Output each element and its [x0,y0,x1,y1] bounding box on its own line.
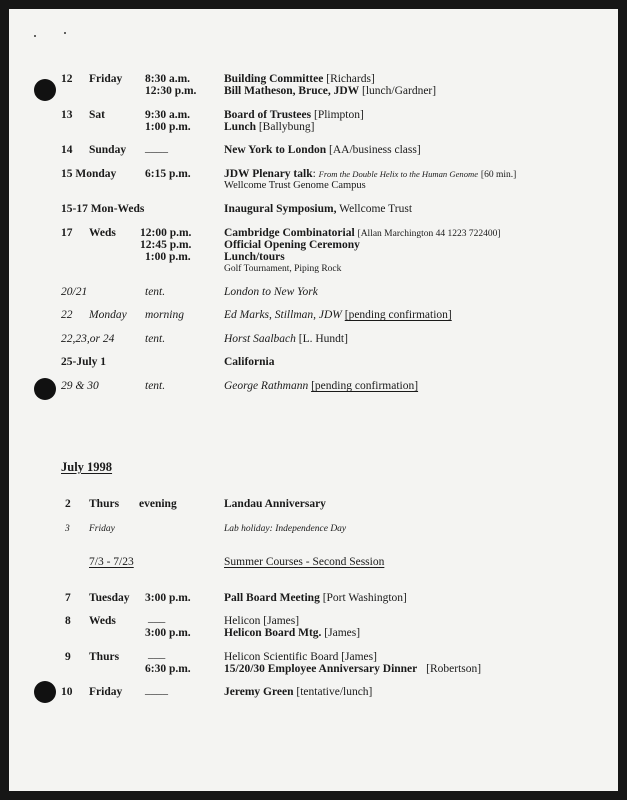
speck [64,32,66,34]
entry-note: [pending confirmation] [344,309,452,321]
entry-time: 3:00 p.m. [145,592,191,604]
entry-day: 14 [61,144,73,156]
entry-note: [tentative/lunch] [296,686,373,698]
entry-note: Wellcome Trust [339,203,413,215]
entry-line [224,651,377,663]
entry-weekday: Sunday [89,144,127,156]
entry-note: [Richards] [326,73,375,85]
entry-title: Helicon Board Mtg. [224,627,322,639]
entry-time-blank: ___ [148,612,166,624]
entry-title: Lunch/tours [224,251,285,263]
entry-title: Jeremy Green [224,686,294,698]
entry-contact: [Allan Marchington 44 1223 722400] [357,229,501,239]
entry-time: tent. [145,286,166,298]
entry-time: tent. [145,380,166,392]
entry-weekday: Friday [89,524,115,534]
entry-line [224,144,421,156]
entry-note: [Ballybung] [258,121,315,133]
entry-line [224,73,375,85]
punch-hole-bottom [34,681,56,703]
entry-time: 3:00 p.m. [145,627,191,639]
entry-line [224,615,299,627]
entry-time: tent. [145,333,166,345]
entry-colon: : [312,168,316,180]
entry-time: morning [145,309,184,321]
entry-weekday: Friday [89,686,123,698]
entry-day: 20/21 [61,286,88,298]
entry-title: Board of Trustees [224,109,312,121]
entry-day: 2 [65,498,71,510]
entry-weekday: Thurs [89,651,120,663]
entry-note: [James] [341,651,377,663]
entry-weekday: Weds [89,615,116,627]
entry-venue: Wellcome Trust Genome Campus [224,180,366,191]
entry-time: 1:00 p.m. [145,121,191,133]
entry-time: 12:45 p.m. [140,239,192,251]
entry-title: George Rathmann [224,380,309,392]
entry-day: 22,23,or 24 [61,333,115,345]
entry-line [224,309,452,321]
speck [34,35,36,37]
entry-title: Pall Board Meeting [224,592,320,604]
entry-note: [James] [263,615,300,627]
entry-title: California [224,356,275,368]
entry-line [224,121,314,133]
entry-title: Landau Anniversary [224,498,326,510]
entry-title: London to New York [224,286,318,298]
entry-title: Helicon Scientific Board [224,651,339,663]
entry-title: Lunch [224,121,256,133]
entry-note: [Plimpton] [313,109,364,121]
entry-line [224,85,436,97]
entry-line [224,663,481,675]
entry-title: Official Opening Ceremony [224,239,360,251]
entry-time: evening [139,498,177,510]
entry-note: [pending confirmation] [311,380,419,392]
entry-note: [James] [324,627,361,639]
entry-line [224,109,364,121]
entry-day: 3 [65,524,70,534]
entry-day: 17 [61,227,73,239]
entry-title: Bill Matheson, Bruce, JDW [224,85,360,97]
entry-day: 12 [61,73,73,85]
entry-title: Building Committee [224,73,324,85]
entry-note: Golf Tournament, Piping Rock [224,264,342,274]
entry-day-range: 25-July 1 [61,356,107,368]
punch-hole-top [34,79,56,101]
entry-time: 12:00 p.m. [140,227,192,239]
entry-title: Helicon [224,615,261,627]
entry-note: [Robertson] [426,663,482,675]
entry-time: 8:30 a.m. [145,73,191,85]
entry-weekday: Monday [89,309,127,321]
entry-note: [lunch/Gardner] [362,85,437,97]
entry-title: New York to London [224,144,327,156]
document-page [9,9,618,791]
entry-day: 29 & 30 [61,380,99,392]
entry-line [224,686,372,698]
entry-day: 22 [61,309,73,321]
entry-time: 12:30 p.m. [145,85,197,97]
entry-title: Summer Courses - Second Session [224,556,385,568]
entry-title: Cambridge Combinatorial [224,227,355,239]
talk-title: From the Double Helix to the Human Genome [318,169,479,179]
entry-note: [AA/business class] [329,144,421,156]
entry-note: [Port Washington] [322,592,407,604]
entry-time: 9:30 a.m. [145,109,191,121]
entry-weekday: Friday [89,73,123,85]
entry-weekday: Weds [89,227,116,239]
entry-time-blank: ____ [145,142,168,154]
entry-day: 10 [61,686,73,698]
entry-time: 6:15 p.m. [145,168,191,180]
entry-time: 1:00 p.m. [145,251,191,263]
entry-line [224,627,360,639]
entry-day-range: 15-17 Mon-Weds [61,203,145,215]
entry-title: Lab holiday: Independence Day [224,524,347,534]
entry-weekday: Tuesday [89,592,130,604]
entry-time-blank: ____ [145,684,168,696]
entry-title: Ed Marks, Stillman, JDW [224,309,342,321]
entry-title: 15/20/30 Employee Anniversary Dinner [224,663,418,675]
entry-title: Horst Saalbach [224,333,296,345]
entry-time: 6:30 p.m. [145,663,191,675]
entry-day: 8 [65,615,71,627]
entry-line [224,592,407,604]
entry-title: Inaugural Symposium, [224,203,337,215]
entry-title: JDW Plenary talk [224,168,313,180]
punch-hole-middle [34,378,56,400]
entry-weekday: Sat [89,109,105,121]
entry-weekday: Thurs [89,498,120,510]
entry-note: [L. Hundt] [298,333,348,345]
talk-duration: [60 min.] [480,170,517,180]
entry-day-range: 7/3 - 7/23 [89,556,134,568]
entry-day: 15 Monday [61,168,117,180]
entry-day: 13 [61,109,73,121]
entry-line [224,380,418,392]
month-heading: July 1998 [61,460,113,474]
entry-time-blank: ___ [148,648,166,660]
entry-line [224,333,348,345]
entry-line [224,203,412,215]
entry-day: 7 [65,592,71,604]
entry-day: 9 [65,651,71,663]
